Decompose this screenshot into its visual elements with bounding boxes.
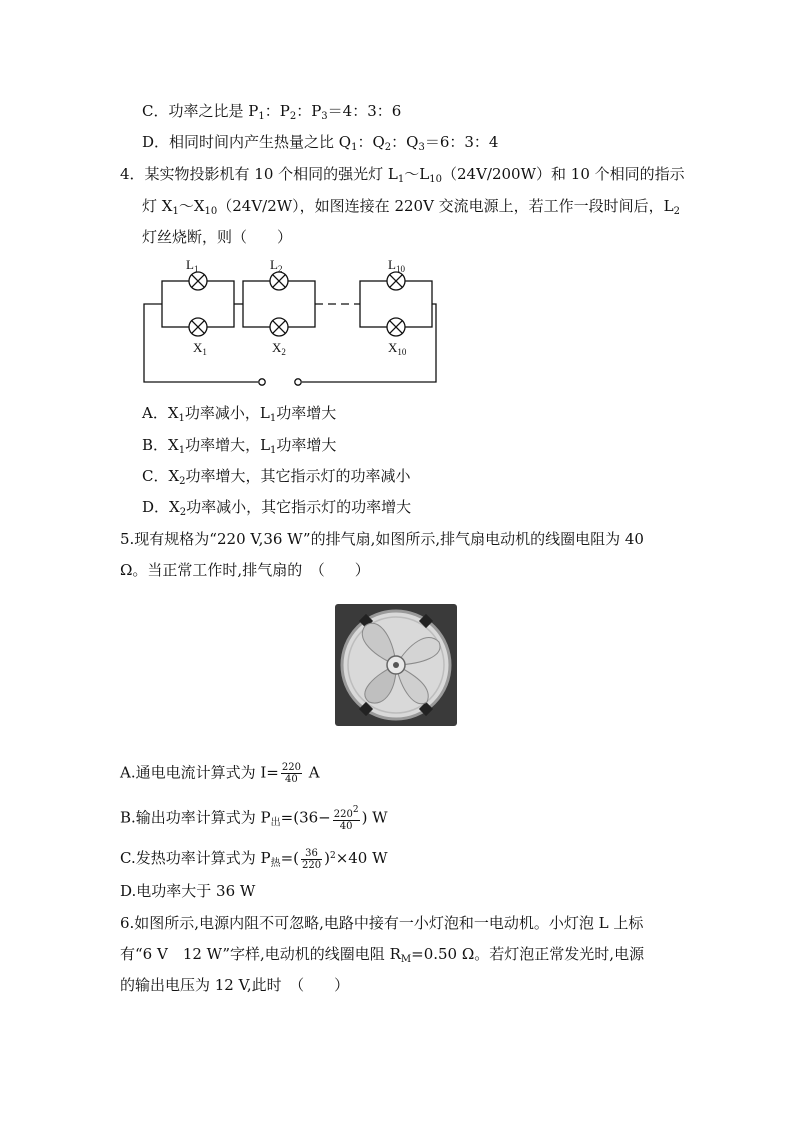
circuit-diagram [138,255,442,389]
right-wire [302,304,436,382]
q6-stem-line3: 的输出电压为 12 V,此时 （ ） [120,976,350,994]
q4-option-a: A．$X_1$功率减小，$L_1$功率增大 [142,404,337,424]
lamp-group-1 [162,272,234,336]
q6-stem-line2: 有“6 V 12 W”字样,电动机的线圈电阻 $R_M=0.50$ Ω。若灯泡正常发光时,电源 [120,945,645,965]
q5-option-b: B.输出功率计算式为 $P_出=(36-$ $\frac{220^2}{40}$ ) W [120,805,388,832]
q4-stem-line1: 4．某实物投影机有 10 个相同的强光灯 $L_1\sim L_{10}(24V/200W)$和 10 个相同的指示 [120,165,685,185]
lamp-group-2 [243,272,315,336]
lamp-L10 [387,272,405,290]
q5-stem-line2: Ω。当正常工作时,排气扇的 （ ） [120,561,370,579]
q6-stem-line1: 6.如图所示,电源内阻不可忽略,电路中接有一小灯泡和一电动机。小灯泡 L 上标 [120,914,644,932]
q5-option-c: C.发热功率计算式为 $P_热=$( $\frac{36}{220}$ )$^2$×40 W [120,847,388,871]
terminal-left [259,379,265,385]
q3-option-d: D．相同时间内产生热量之比 $Q_1$：$Q_2$：$Q_3=6$：3：4 [142,133,499,153]
q4-option-c: C．$X_2$功率增大，其它指示灯的功率减小 [142,467,411,487]
label-L10: $L_{10}$ [388,257,405,274]
label-X2: $X_2$ [272,340,286,357]
lamp-X2 [270,318,288,336]
lamp-L2 [270,272,288,290]
lamp-L1 [189,272,207,290]
label-L1: $L_1$ [186,257,199,274]
q4-stem-line3: 灯丝烧断，则（ ） [142,228,293,246]
q3-option-c: C．功率之比是 $P_1$：$P_2$：$P_3=4$：3：6 [142,102,402,122]
lamp-group-10 [360,272,432,336]
lamp-X10 [387,318,405,336]
lamp-X1 [189,318,207,336]
label-L2: $L_2$ [270,257,283,274]
q5-stem-line1: 5.现有规格为“220 V,36 W”的排气扇,如图所示,排气扇电动机的线圈电阻为 40 [120,530,644,548]
q4-stem-line2: 灯 $X_1\sim X_{10}(24V/2W)$，如图连接在 220V 交流电源上，若工作一段时间后，$L_2$ [142,197,681,217]
exhaust-fan-image [335,604,457,726]
label-X10: $X_{10}$ [388,340,407,357]
q5-option-a: A.通电电流计算式为 I= $\frac{220}{40}$ A [120,762,320,785]
q5-option-d: D.电功率大于 36 W [120,882,256,900]
q4-option-b: B．$X_1$功率增大，$L_1$功率增大 [142,436,337,456]
label-X1: $X_1$ [193,340,207,357]
q4-option-d: D．$X_2$功率减小，其它指示灯的功率增大 [142,498,412,518]
terminal-right [295,379,301,385]
